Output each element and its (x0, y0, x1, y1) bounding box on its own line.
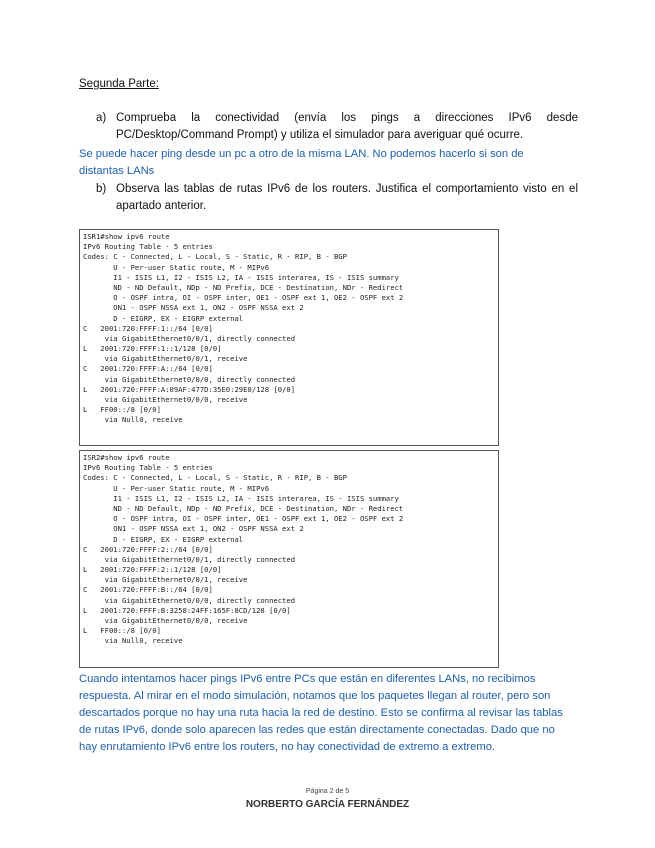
console-line: L 2001:720:FFFF:B:3258:24FF:165F:8CD/128 [0/0] (83, 605, 291, 615)
console-line: L FF00::/8 [0/0] (83, 626, 161, 636)
answer-a-line1: Se puede hacer ping desde un pc a otro de la misma LAN. No podemos hacerlo si son de (79, 148, 524, 160)
console-line: via Null0, receive (83, 415, 183, 425)
answer-b (79, 671, 584, 756)
answer-a (79, 146, 579, 180)
console-line: via GigabitEthernet0/0/1, receive (83, 354, 248, 364)
console-line: via GigabitEthernet0/0/0, receive (83, 395, 248, 404)
console-line: C 2001:720:FFFF:2::/64 [0/0] (83, 544, 213, 554)
console-line: ON1 - OSPF NSSA ext 1, ON2 - OSPF NSSA ext 2 (83, 524, 304, 534)
answer-b-line: Cuando intentamos hacer pings IPv6 entre PCs que están en diferentes LANs, no recibimos (79, 673, 536, 685)
question-b-marker: b) (96, 183, 107, 195)
console-line: L 2001:720:FFFF:A:09AF:477D:35E0:29E0/128 [0/0] (83, 384, 296, 394)
page-number: Página 2 de 5 (305, 788, 350, 795)
question-b (79, 181, 599, 215)
console-line: ISR2#show ipv6 route (83, 453, 170, 462)
answer-a-line2: distantas LANs (79, 165, 155, 177)
console-line: L FF00::/8 [0/0] (83, 405, 161, 415)
console-line: ISR1#show ipv6 route (83, 232, 170, 241)
console-line: O - OSPF intra, OI - OSPF inter, OE1 - OSPF ext 1, OE2 - OSPF ext 2 (83, 293, 404, 303)
console-line: Codes: C - Connected, L - Local, S - Static, R - RIP, B - BGP (83, 473, 347, 483)
console-line: C 2001:720:FFFF:1::/64 [0/0] (83, 323, 213, 333)
console-line: L 2001:720:FFFF:1::1/128 [0/0] (83, 344, 222, 354)
answer-b-line: hay enrutamiento IPv6 entre los routers, no hay conectividad de extremo a extremo. (79, 741, 496, 753)
router1-route-table (79, 229, 499, 446)
console-line: via GigabitEthernet0/0/0, directly connected (83, 595, 296, 605)
console-line: I1 - ISIS L1, I2 - ISIS L2, IA - ISIS interarea, IS - ISIS summary (83, 493, 399, 503)
question-b-line1: Observa las tablas de rutas IPv6 de los routers. Justifica el comportamiento visto en el (116, 183, 578, 195)
console-line: C 2001:720:FFFF:A::/64 [0/0] (83, 364, 213, 374)
console-line: I1 - ISIS L1, I2 - ISIS L2, IA - ISIS interarea, IS - ISIS summary (83, 272, 399, 282)
console-line: U - Per-user Static route, M - MIPv6 (83, 483, 270, 493)
author-name: NORBERTO GARCÍA FERNÁNDEZ (245, 799, 410, 810)
answer-b-line: de rutas IPv6, donde solo aparecen las redes que están directamente conectadas. Dado que no (79, 724, 555, 736)
question-a-line2: PC/Desktop/Command Prompt) y utiliza el simulador para averiguar qué ocurre. (116, 129, 524, 141)
question-a-marker: a) (96, 112, 107, 124)
console-line: ND - ND Default, NDp - ND Prefix, DCE - Destination, NDr - Redirect (83, 282, 404, 292)
question-a-line1: Comprueba la conectividad (envía los pings a direcciones IPv6 desde (116, 112, 578, 124)
console-line: IPv6 Routing Table - 5 entries (83, 463, 213, 473)
console-line: D - EIGRP, EX - EIGRP external (83, 313, 244, 323)
console-line: via Null0, receive (83, 636, 183, 646)
console-line: Codes: C - Connected, L - Local, S - Static, R - RIP, B - BGP (83, 252, 347, 262)
question-b-line2: apartado anterior. (116, 200, 207, 212)
answer-b-line: respuesta. Al mirar en el modo simulación, notamos que los paquetes llegan al router, pero son (79, 690, 551, 702)
section-heading: Segunda Parte: (79, 78, 159, 90)
console-line: U - Per-user Static route, M - MIPv6 (83, 262, 270, 272)
console-line: O - OSPF intra, OI - OSPF inter, OE1 - OSPF ext 1, OE2 - OSPF ext 2 (83, 514, 404, 524)
console-line: ND - ND Default, NDp - ND Prefix, DCE - Destination, NDr - Redirect (83, 503, 404, 513)
console-line: via GigabitEthernet0/0/1, directly connected (83, 554, 296, 564)
console-line: D - EIGRP, EX - EIGRP external (83, 534, 244, 544)
console-line: via GigabitEthernet0/0/0, directly connected (83, 374, 296, 384)
console-line: via GigabitEthernet0/0/1, directly connected (83, 333, 296, 343)
question-a (79, 110, 599, 144)
console-line: via GigabitEthernet0/0/1, receive (83, 575, 248, 585)
answer-b-line: descartados porque no hay una ruta hacia la red de destino. Esto se confirma al revisar las tablas (79, 707, 563, 719)
console-line: C 2001:720:FFFF:B::/64 [0/0] (83, 585, 213, 595)
console-line: via GigabitEthernet0/0/0, receive (83, 616, 248, 625)
console-line: L 2001:720:FFFF:2::1/128 [0/0] (83, 565, 222, 575)
console-line: ON1 - OSPF NSSA ext 1, ON2 - OSPF NSSA ext 2 (83, 303, 304, 313)
console-line: IPv6 Routing Table - 5 entries (83, 242, 213, 252)
router2-route-table (79, 450, 499, 668)
